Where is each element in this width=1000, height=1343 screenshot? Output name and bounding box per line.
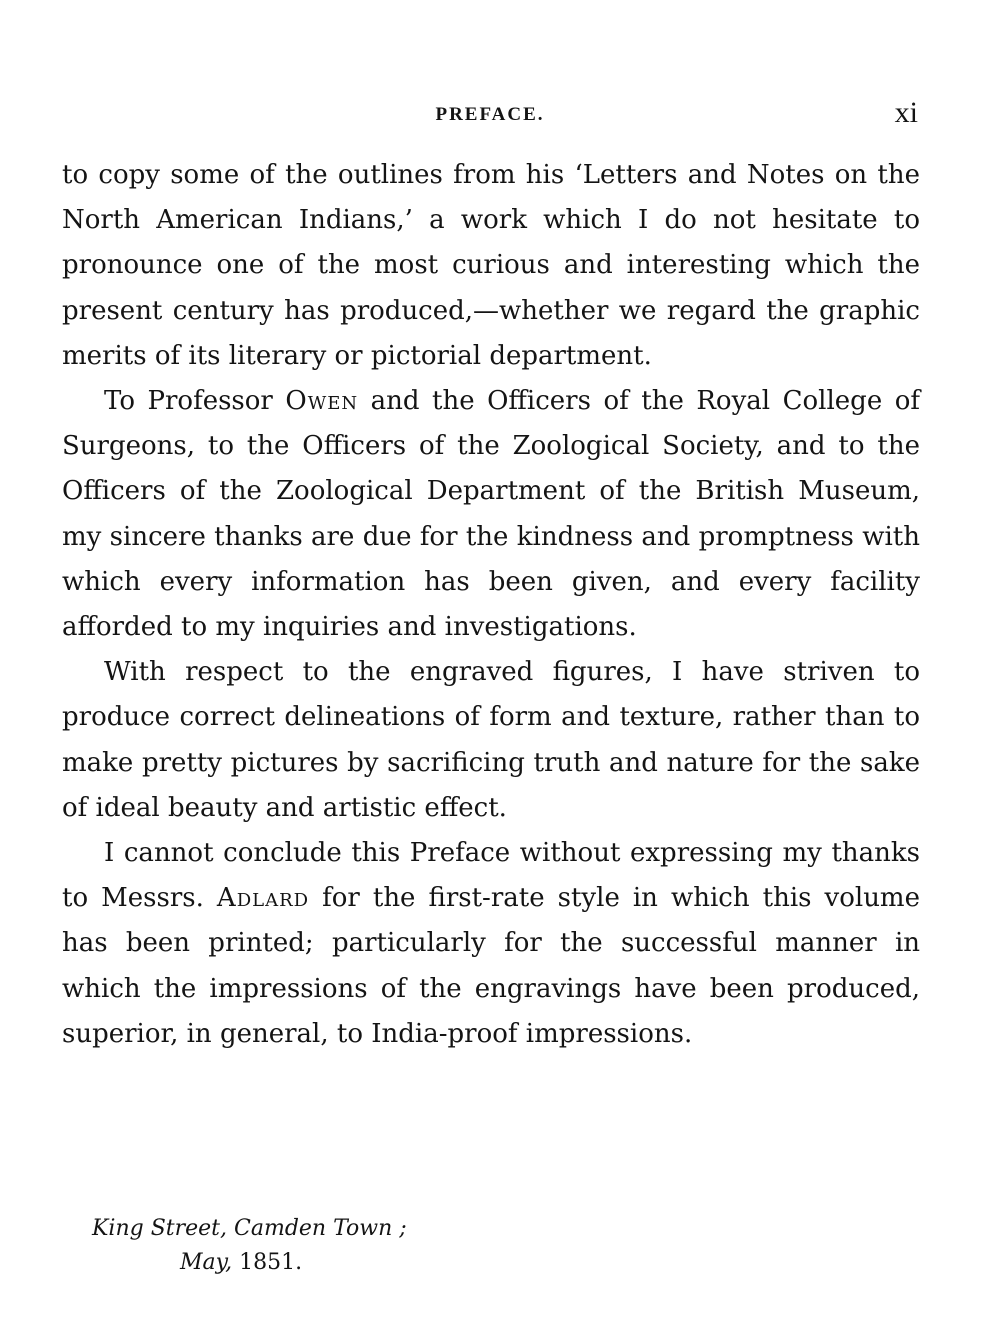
signature-year: 1851. — [239, 1250, 303, 1275]
signature-place: King Street, Camden Town ; — [92, 1216, 407, 1241]
preface-body — [62, 153, 920, 1057]
running-title: PREFACE. — [435, 104, 545, 125]
signature-date: May, 1851. — [180, 1250, 303, 1275]
page-header — [62, 96, 918, 136]
paragraph-printers: I cannot conclude this Preface without expressing my thanks to Messrs. Adlard for the first-rate style in which this volume has been printed; particularly for the successful manner in which the impressions of the engravings have been produced, superior, in general, to India-proof impressions. — [62, 838, 920, 1049]
signature-block — [92, 1212, 592, 1280]
name-owen: Owen — [285, 386, 359, 417]
paragraph-continued: to copy some of the outlines from his ‘Letters and Notes on the North American Indians,’ a work which I do not hesitate to pronounce one of the most curious and interesting which the present century has produced,—whether we regard the graphic merits of its literary or pictorial department. — [62, 160, 920, 371]
page-number: xi — [894, 96, 918, 129]
paragraph-acknowledgements: To Professor Owen and the Officers of the Royal College of Surgeons, to the Officers of the Zoological Society, and to the Officers of the Zoological Department of the British Museum, my sincere thanks are due for the kindness and promptness with which every information has been given, and every facility afforded to my inquiries and investigations. — [62, 386, 921, 643]
name-adlard: Adlard — [216, 883, 310, 914]
paragraph-engravings: With respect to the engraved figures, I have striven to produce correct delineations of form and texture, rather than to make pretty pictures by sacrificing truth and nature for the sake of ideal beauty and artistic effect. — [62, 657, 920, 823]
